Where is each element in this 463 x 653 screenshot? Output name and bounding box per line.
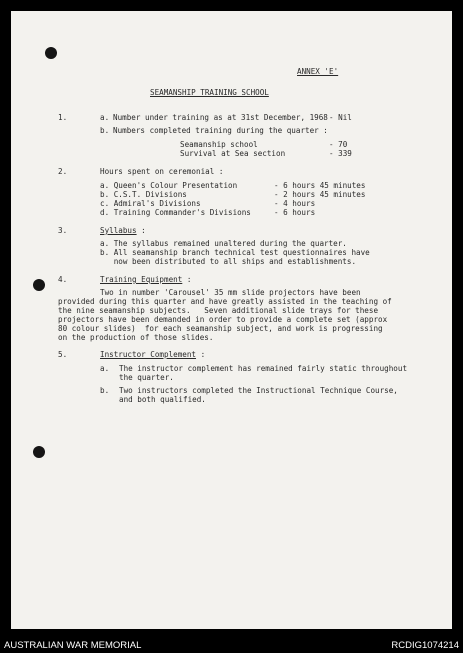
- section-5-heading: [100, 350, 205, 359]
- section-3-heading: [100, 226, 146, 235]
- section-5b-line: and both qualified.: [119, 395, 206, 404]
- section-4-number: 4.: [58, 275, 68, 284]
- section-1b-row-label: Survival at Sea section: [180, 149, 286, 158]
- section-4-line: Two in number 'Carousel' 35 mm slide projectors have been: [100, 288, 361, 297]
- section-3-number: 3.: [58, 226, 68, 235]
- punch-hole-middle: [33, 279, 45, 291]
- section-5a-line: The instructor complement has remained fairly static throughout: [119, 364, 408, 373]
- section-4-heading: [100, 275, 191, 284]
- section-1a-label: a.: [100, 113, 110, 122]
- section-1b-row-value: - 70: [329, 140, 348, 149]
- punch-hole-top: [45, 47, 57, 59]
- section-3-line: a. The syllabus remained unaltered during the quarter.: [100, 239, 347, 248]
- ceremonial-row-value: - 6 hours: [274, 208, 316, 217]
- section-4-line: 80 colour slides) for each seamanship subject, and work is progressing: [58, 324, 383, 333]
- annex-label: ANNEX 'E': [297, 67, 339, 76]
- section-5-number: 5.: [58, 350, 68, 359]
- ceremonial-row-value: - 2 hours 45 minutes: [274, 190, 366, 199]
- punch-hole-bottom: [33, 446, 45, 458]
- section-4-heading-colon: :: [182, 275, 192, 284]
- ceremonial-row-value: - 4 hours: [274, 199, 316, 208]
- section-4-heading-text: Training Equipment: [100, 275, 183, 284]
- section-3-heading-text: Syllabus: [100, 226, 137, 235]
- section-3-line: now been distributed to all ships and establishments.: [100, 257, 357, 266]
- footer-record-id: RCDIG1074214: [391, 640, 459, 651]
- section-1b-row-value: - 339: [329, 149, 352, 158]
- section-5a-label: a.: [100, 364, 110, 373]
- ceremonial-row-value: - 6 hours 45 minutes: [274, 181, 366, 190]
- section-1-number: 1.: [58, 113, 68, 122]
- section-2-number: 2.: [58, 167, 68, 176]
- section-2-heading: Hours spent on ceremonial :: [100, 167, 224, 176]
- section-4-line: on the production of those slides.: [58, 333, 214, 342]
- section-1a-value: - Nil: [329, 113, 352, 122]
- section-4-line: projectors have been demanded in order to provide a complete set (approx: [58, 315, 388, 324]
- section-3-heading-colon: :: [136, 226, 146, 235]
- section-1b-text: Numbers completed training during the quarter :: [113, 126, 328, 135]
- section-4-line: the nine seamanship subjects. Seven additional slide trays for these: [58, 306, 379, 315]
- document-title: SEAMANSHIP TRAINING SCHOOL: [150, 88, 269, 97]
- section-5a-line: the quarter.: [119, 373, 174, 382]
- section-4-line: provided during this quarter and have greatly assisted in the teaching of: [58, 297, 392, 306]
- section-5b-line: Two instructors completed the Instructional Technique Course,: [119, 386, 398, 395]
- section-1a-text: Number under training as at 31st December, 1968: [113, 113, 328, 122]
- section-5b-label: b.: [100, 386, 110, 395]
- section-1b-row-label: Seamanship school: [180, 140, 258, 149]
- footer-institution: AUSTRALIAN WAR MEMORIAL: [4, 640, 142, 651]
- section-3-line: b. All seamanship branch technical test questionnaires have: [100, 248, 370, 257]
- ceremonial-row-label: a. Queen's Colour Presentation: [100, 181, 238, 190]
- section-5-heading-colon: :: [196, 350, 206, 359]
- section-5-heading-text: Instructor Complement: [100, 350, 197, 359]
- ceremonial-row-label: b. C.S.T. Divisions: [100, 190, 187, 199]
- ceremonial-row-label: d. Training Commander's Divisions: [100, 208, 251, 217]
- section-1b-label: b.: [100, 126, 110, 135]
- ceremonial-row-label: c. Admiral's Divisions: [100, 199, 201, 208]
